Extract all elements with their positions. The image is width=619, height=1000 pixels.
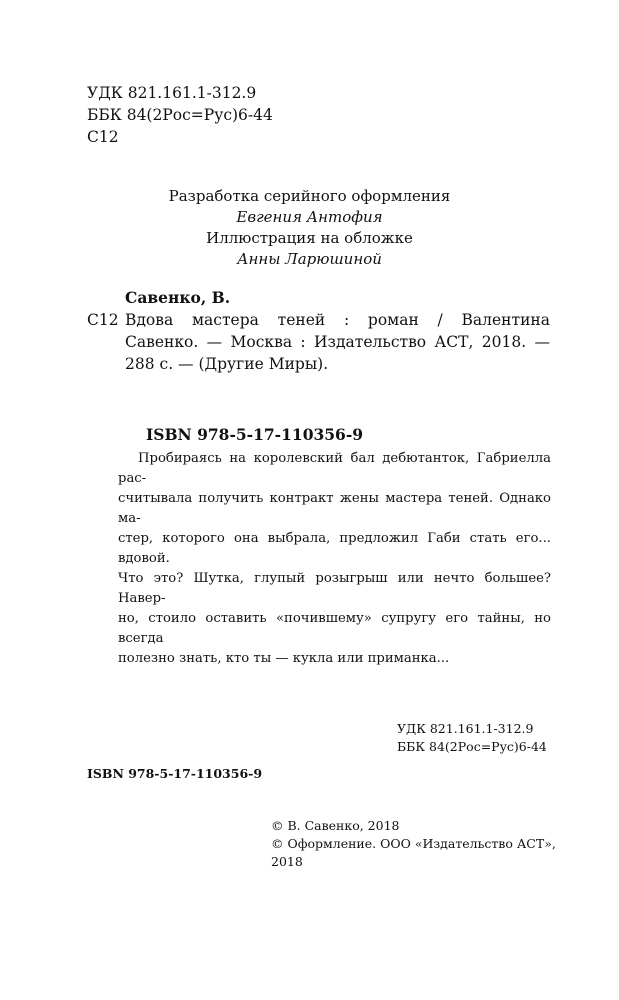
record-author-mark: С12 (87, 311, 119, 329)
isbn-main: ISBN 978-5-17-110356-9 (146, 425, 364, 444)
record-line-1: Вдова мастера теней : роман / Валентина (125, 311, 550, 329)
bbk-code-bottom: ББК 84(2Рос=Рус)6-44 (397, 739, 547, 754)
series-designer: Евгения Антофия (236, 208, 383, 226)
author-mark: С12 (87, 128, 119, 146)
record-line-2: Савенко. — Москва : Издательство АСТ, 2018. — (125, 333, 550, 351)
series-design-label: Разработка серийного оформления (168, 187, 451, 205)
copyright-author: © В. Савенко, 2018 (271, 818, 400, 833)
classification-codes-bottom (397, 720, 547, 756)
classification-codes-top (87, 82, 273, 148)
copyright-design-line-1: © Оформление. ООО «Издательство АСТ», (271, 836, 556, 851)
design-credits (0, 186, 619, 270)
annotation (118, 449, 551, 669)
record-author: Савенко, В. (125, 288, 231, 307)
isbn-bottom: ISBN 978-5-17-110356-9 (87, 766, 263, 781)
udk-code-bottom: УДК 821.161.1-312.9 (397, 721, 534, 736)
annotation-line-4: Что это? Шутка, глупый розыгрыш или нечто большее? Навер- (118, 571, 551, 606)
bibliographic-record (87, 287, 550, 375)
annotation-line-5: но, стоило оставить «почившему» супругу его тайны, но всегда (118, 611, 551, 646)
udk-code: УДК 821.161.1-312.9 (87, 84, 257, 102)
annotation-line-1: Пробираясь на королевский бал дебютанток, Габриелла рас- (118, 451, 551, 486)
annotation-line-6: полезно знать, кто ты — кукла или приманка... (118, 651, 450, 666)
bbk-code: ББК 84(2Рос=Рус)6-44 (87, 106, 273, 124)
annotation-line-2: считывала получить контракт жены мастера теней. Однако ма- (118, 491, 551, 526)
cover-illustrator: Анны Ларюшиной (237, 250, 382, 268)
record-line-3: 288 с. — (Другие Миры). (125, 355, 329, 373)
copyright-design-line-2: 2018 (271, 854, 303, 869)
cover-illustration-label: Иллюстрация на обложке (206, 229, 413, 247)
copyright-block (271, 817, 561, 871)
annotation-line-3: стер, которого она выбрала, предложил Габи стать его... вдовой. (118, 531, 551, 566)
